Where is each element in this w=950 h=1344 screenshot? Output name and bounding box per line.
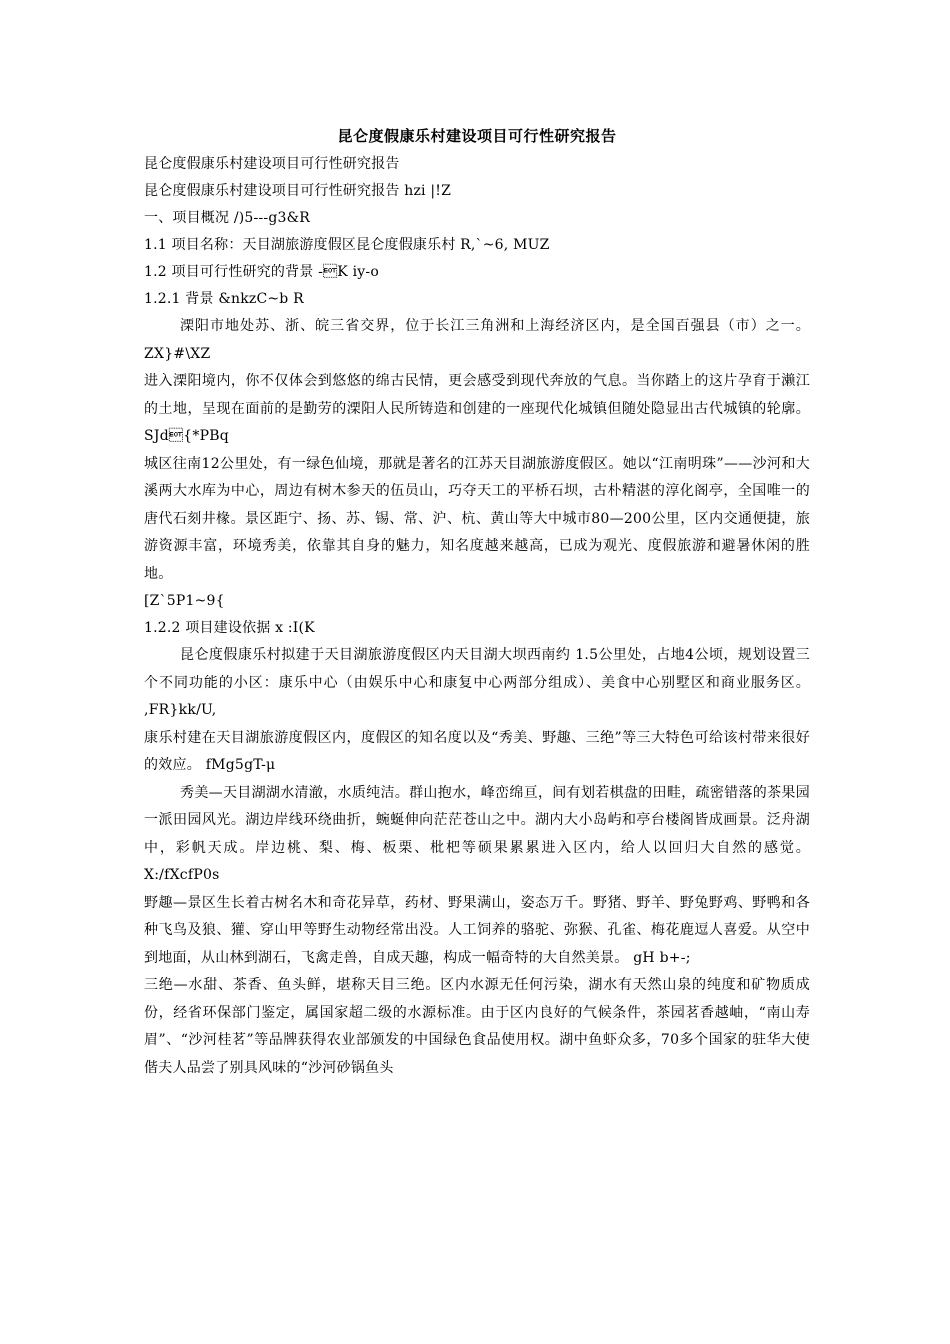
- subtitle-line-1: 昆仑度假康乐村建设项目可行性研究报告: [144, 156, 400, 172]
- paragraph-three-wonders: 三绝—水甜、茶香、鱼头鲜，堪称天目三绝。区内水源无任何污染，湖水有天然山泉的纯度和矿物质成份，经省环保部门鉴定，属国家超二级的水源标准。由于区内良好的气候条件，茶园茗香越岫，“南山寿眉”、“沙河桂茗”等品牌获得农业部颁发的中国绿色食品使用权。湖中鱼虾众多，70多个国家的驻华大使偕夫人品尝了别具风味的“沙河砂锅鱼头: [144, 977, 810, 1076]
- paragraph-scenic-beauty: 秀美—天目湖湖水清澈，水质纯洁。群山抱水，峰峦绵亘，间有划若棋盘的田畦，疏密错落的茶果园一派田园风光。湖边岸线环绕曲折，蜿蜒伸向茫茫苍山之中。湖内大小岛屿和亭台楼阁皆成画景。泛舟湖中，彩帆天成。岸边桃、梨、梅、板栗、枇杷等硕果累累进入区内，给人以回归大自然的感觉。 X:/fXcfP0s: [144, 784, 810, 883]
- heading-1-1-project-name: 1.1 项目名称：天目湖旅游度假区昆仑度假康乐村 R,`~6, MUZ: [144, 237, 550, 253]
- heading-1-2-2-basis: 1.2.2 项目建设依据 x :I(K: [144, 620, 315, 636]
- paragraph-liyang-location: 溧阳市地处苏、浙、皖三省交界，位于长江三角洲和上海经济区内，是全国百强县（市）之一。 ZX}#\XZ: [144, 318, 810, 362]
- document-title: 昆仑度假康乐村建设项目可行性研究报告: [337, 127, 617, 145]
- section-heading-overview: 一、项目概况 /)5---g3&R: [144, 210, 310, 226]
- noise-line: [Z`5P1~9{: [144, 593, 225, 609]
- paragraph-site-plan: 昆仑度假康乐村拟建于天目湖旅游度假区内天目湖大坝西南约 1.5公里处，占地4公顷，规划设置三个不同功能的小区：康乐中心（由娱乐中心和康复中心两部分组成）、美食中心别墅区和商业服务区。 ,FR}kk/U,: [144, 647, 810, 718]
- heading-1-2-1-background: 1.2.1 背景 &nkzC~b R: [144, 291, 304, 307]
- document-page: [144, 124, 810, 1082]
- paragraph-resort-effect: 康乐村建在天目湖旅游度假区内，度假区的知名度以及“秀美、野趣、三绝”等三大特色可给该村带来很好的效应。 fMg5gT-μ: [144, 729, 810, 773]
- heading-1-2-feasibility-background: 1.2 项目可行性研究的背景 -K iy-o: [144, 264, 379, 280]
- paragraph-liyang-atmosphere: 进入溧阳境内，你不仅体会到悠悠的绵古民情，更会感受到现代奔放的气息。当你踏上的这片孕育于濑江的土地，呈现在面前的是勤劳的溧阳人民所铸造和创建的一座现代化城镇但随处隐显出古代城镇的轮廓。 SJd{*PBq: [144, 373, 810, 444]
- paragraph-tianmu-lake-resort: 城区往南12公里处，有一绿色仙境，那就是著名的江苏天目湖旅游度假区。她以“江南明珠”——沙河和大溪两大水库为中心，周边有树木参天的伍员山，巧夺天工的平桥石坝，古朴精湛的淳化阁亭，全国唯一的唐代石刻井椽。景区距宁、扬、苏、锡、常、沪、杭、黄山等大中城市80—200公里，区内交通便捷，旅游资源丰富，环境秀美，依靠其自身的魅力，知名度越来越高，已成为观光、度假旅游和避暑休闲的胜地。: [144, 455, 810, 582]
- paragraph-wild-charm: 野趣—景区生长着古树名木和奇花异草，药材、野果满山，姿态万千。野猪、野羊、野兔野鸡、野鸭和各种飞鸟及狼、獾、穿山甲等野生动物经常出没。人工饲养的骆驼、弥猴、孔雀、梅花鹿逗人喜爱。从空中到地面，从山林到湖石，飞禽走兽，自成天趣，构成一幅奇特的大自然美景。 gH b+-;: [144, 894, 810, 966]
- subtitle-line-2: 昆仑度假康乐村建设项目可行性研究报告 hzi |!Z: [144, 183, 452, 199]
